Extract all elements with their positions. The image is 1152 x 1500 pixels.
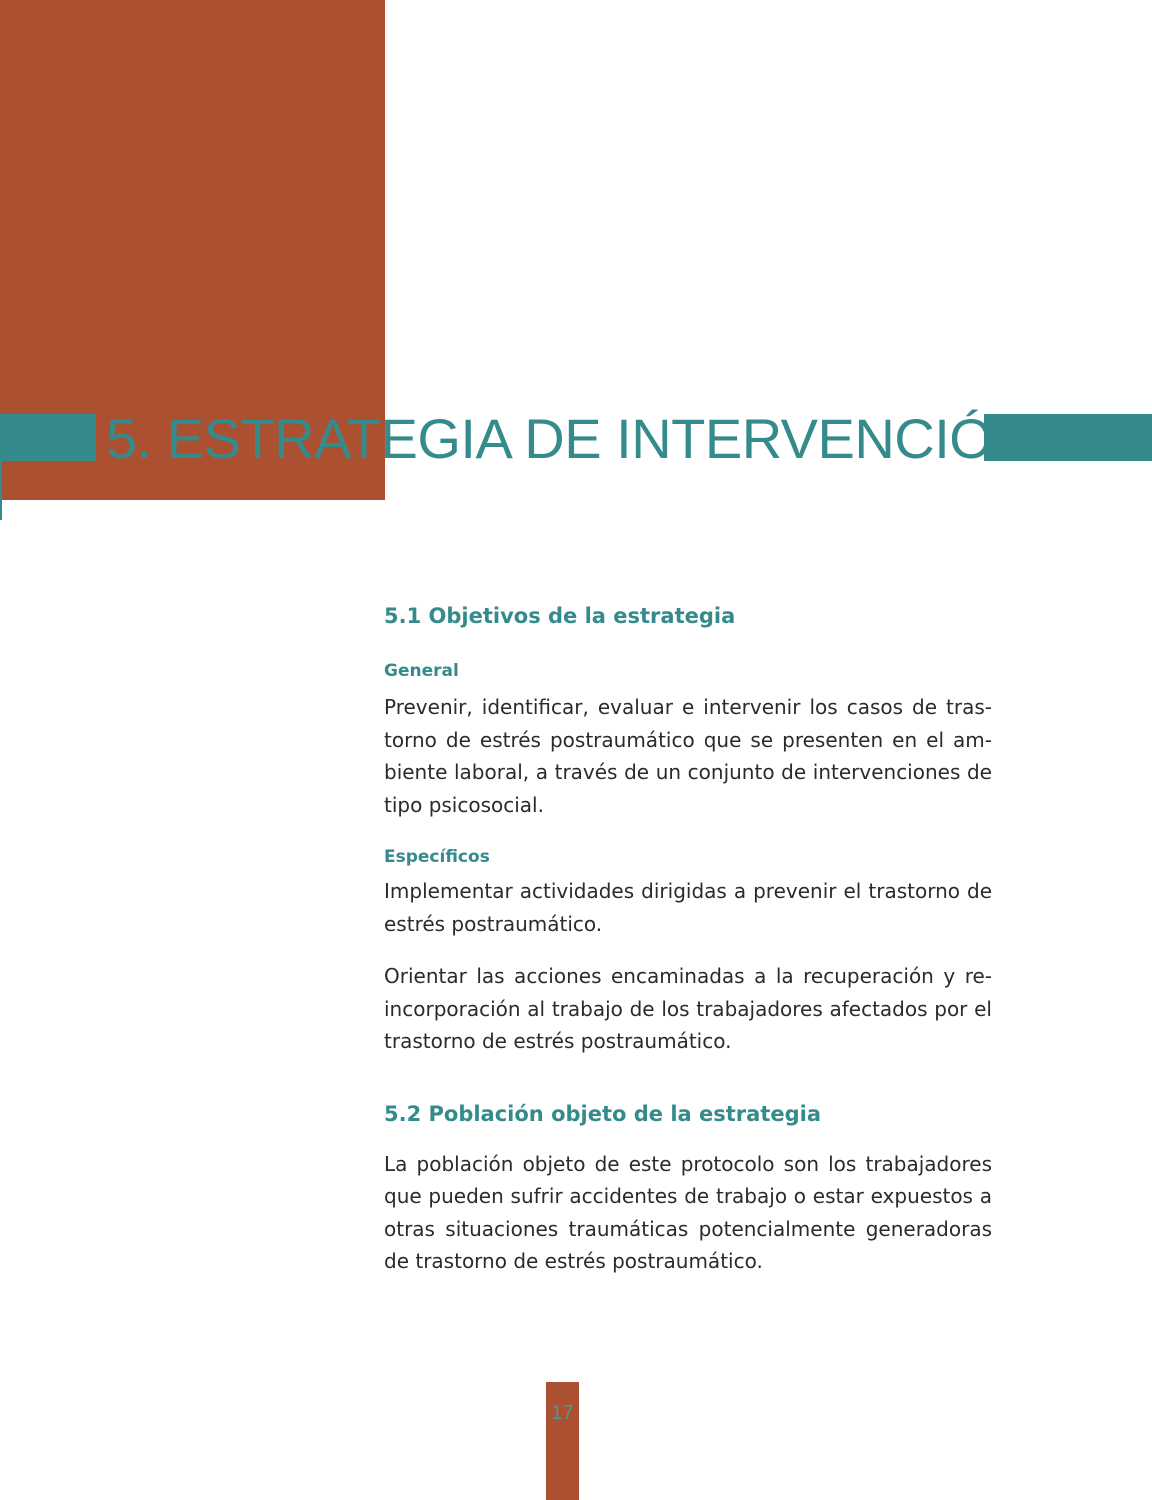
subheading-especificos: Específicos xyxy=(384,847,490,867)
paragraph-general: Prevenir, identificar, evaluar e intervenir los casos de trastorno de estrés postraumático que se presenten en el ambiente laboral, a través de un conjunto de intervenciones de tipo psicosocial. xyxy=(384,695,992,817)
page-number: 17 xyxy=(551,1402,574,1424)
title-band-left xyxy=(0,414,96,461)
section-heading-poblacion: 5.2 Población objeto de la estrategia xyxy=(384,1101,822,1126)
main-content xyxy=(384,598,992,1278)
subheading-general: General xyxy=(384,661,459,681)
page-number-tab xyxy=(546,1382,579,1500)
paragraph-poblacion: La población objeto de este protocolo son los trabajadores que pueden sufrir accidentes de trabajo o estar expuestos a otras situaciones traumáticas potencialmente generadoras de trastorno de estrés postraumático. xyxy=(384,1151,992,1273)
chapter-title: 5. ESTRATEGIA DE INTERVENCIÓN xyxy=(106,407,1033,470)
paragraph-especifico-2: Orientar las acciones encaminadas a la recuperación y reincorporación al trabajo de los trabajadores afectados por el trastorno de estrés postraumático. xyxy=(384,964,992,1053)
paragraph-especifico-1: Implementar actividades dirigidas a prevenir el trastorno de estrés postraumático. xyxy=(384,879,992,936)
section-heading-objetivos: 5.1 Objetivos de la estrategia xyxy=(384,604,736,628)
left-edge-rule xyxy=(0,460,2,520)
